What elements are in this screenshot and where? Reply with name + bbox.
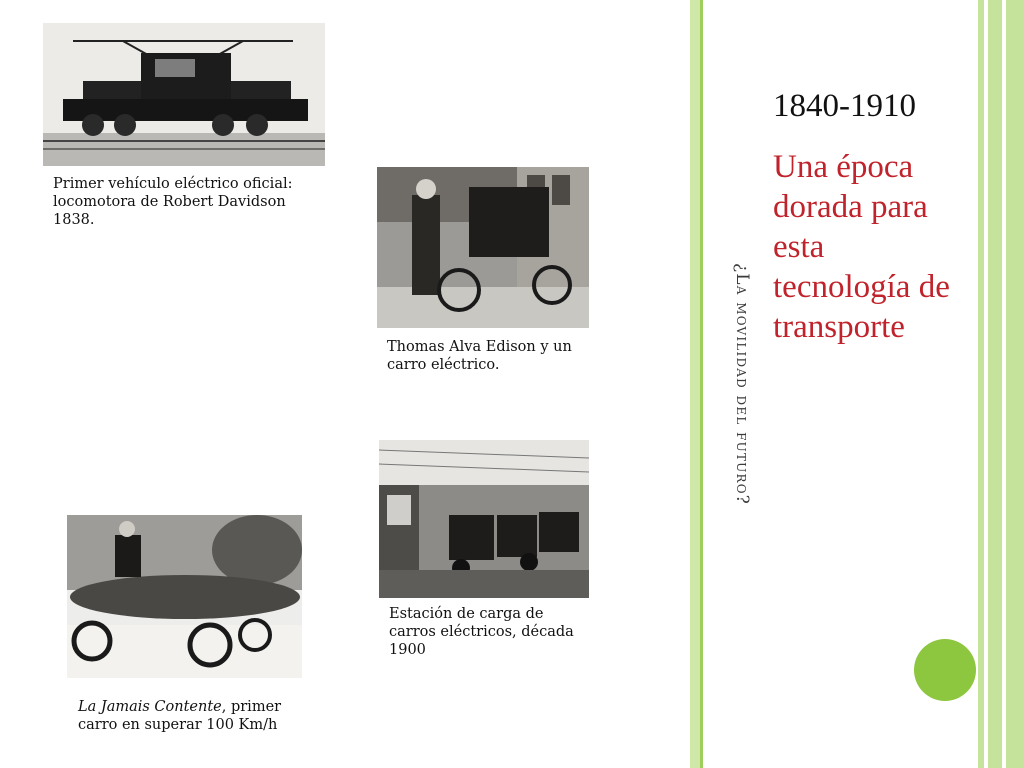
- divider-stripe-light: [690, 0, 700, 768]
- edison-caption: [387, 338, 577, 374]
- right-stripe-3: [1006, 0, 1024, 768]
- charging-station-photo: [379, 440, 589, 598]
- edison-photo: [377, 167, 589, 328]
- headline: Una época dorada para esta tecnología de transporte: [773, 149, 950, 345]
- charging-station-caption-text: Estación de carga de carros eléctricos, década 1900: [389, 606, 574, 658]
- locomotive-photo: [43, 23, 325, 166]
- locomotive-caption: [53, 175, 315, 229]
- side-title: [712, 183, 752, 593]
- jamais-contente-caption-italic: La Jamais Contente: [78, 699, 222, 715]
- side-title-text: ¿La movilidad del futuro?: [732, 262, 752, 506]
- charging-station-caption: [389, 605, 579, 659]
- jamais-contente-caption-rest: , primer carro en superar 100 Km/h: [78, 699, 282, 733]
- right-stripe-2: [988, 0, 1002, 768]
- divider-stripe-dark: [700, 0, 703, 768]
- accent-dot: [914, 639, 976, 701]
- jamais-contente-photo: [67, 515, 302, 678]
- right-stripe-1: [978, 0, 984, 768]
- locomotive-caption-text: Primer vehículo eléctrico oficial: locomotora de Robert Davidson 1838.: [53, 176, 293, 228]
- edison-caption-text: Thomas Alva Edison y un carro eléctrico.: [387, 339, 572, 373]
- jamais-contente-caption: [78, 698, 288, 734]
- period-year: 1840-1910: [773, 88, 916, 124]
